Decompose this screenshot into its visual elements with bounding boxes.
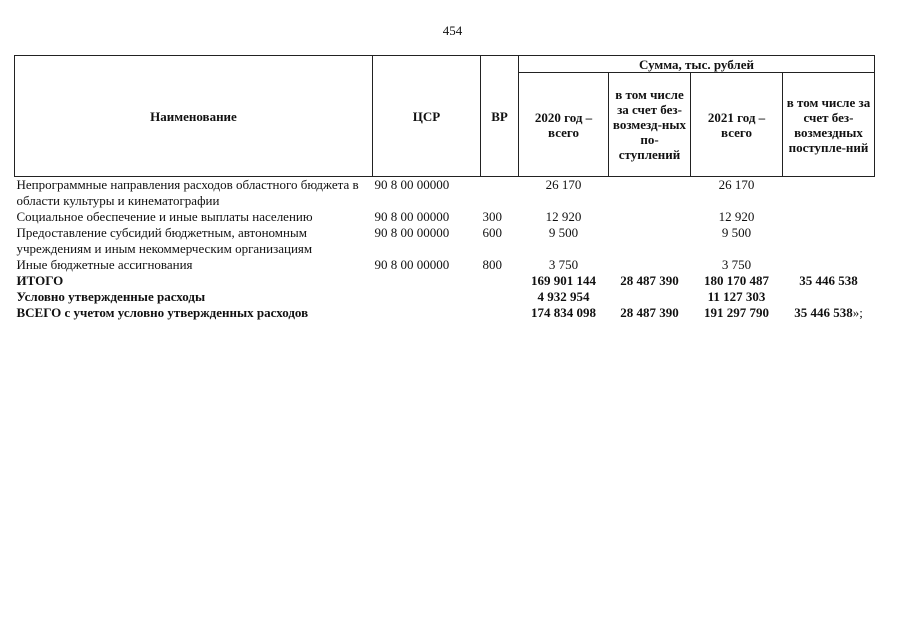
- row-2021-grants: [783, 225, 875, 257]
- table-row: [15, 177, 875, 210]
- total-2020-grants: 28 487 390: [620, 305, 679, 320]
- row-2020-grants: [609, 257, 691, 273]
- total-name: ВСЕГО с учетом условно утвержденных расходов: [16, 305, 309, 320]
- page-number: 454: [442, 23, 463, 38]
- col-header-csr: ЦСР: [373, 56, 481, 177]
- col-header-name: Наименование: [15, 56, 373, 177]
- total-row-grand: [15, 305, 875, 321]
- table-row: [15, 209, 875, 225]
- row-name: Социальное обеспечение и иные выплаты населению: [16, 209, 313, 224]
- total-2021-grants: 35 446 538: [799, 273, 858, 288]
- col-header-2020-grants: в том числе за счет без-возмезд-ных по-ступлений: [609, 73, 691, 177]
- row-name: Иные бюджетные ассигнования: [16, 257, 193, 272]
- col-header-2020-total: 2020 год – всего: [519, 73, 609, 177]
- row-vr: 800: [482, 257, 502, 272]
- row-csr: 90 8 00 00000: [374, 257, 450, 272]
- expenditure-table: [14, 55, 875, 321]
- total-2021-grants-cell: [783, 305, 875, 321]
- total-2021-total: 11 127 303: [707, 289, 766, 304]
- row-2021-grants: [783, 257, 875, 273]
- row-csr: 90 8 00 00000: [374, 177, 450, 192]
- total-2020-grants: [609, 289, 691, 305]
- total-row-itogo: [15, 273, 875, 289]
- total-2021-total: 180 170 487: [704, 273, 769, 288]
- closing-quote: »;: [852, 305, 863, 320]
- total-2020-total: 169 901 144: [531, 273, 596, 288]
- row-2021-total: 3 750: [721, 257, 752, 272]
- total-2021-total: 191 297 790: [704, 305, 769, 320]
- row-2021-total: 26 170: [718, 177, 755, 192]
- total-2020-grants: 28 487 390: [620, 273, 679, 288]
- row-vr: 600: [482, 225, 502, 240]
- col-header-sum-group: Сумма, тыс. рублей: [519, 56, 875, 73]
- row-vr: 300: [482, 209, 502, 224]
- row-2020-total: 26 170: [545, 177, 582, 192]
- total-2021-grants: [783, 289, 875, 305]
- row-2020-grants: [609, 225, 691, 257]
- row-2020-total: 12 920: [545, 209, 582, 224]
- row-2020-total: 9 500: [548, 225, 579, 240]
- table-row: [15, 225, 875, 257]
- row-2021-total: 12 920: [718, 209, 755, 224]
- total-2020-total: 4 932 954: [537, 289, 590, 304]
- row-2020-grants: [609, 177, 691, 210]
- col-header-2021-total: 2021 год – всего: [691, 73, 783, 177]
- total-name: ИТОГО: [16, 273, 64, 288]
- table-row: [15, 257, 875, 273]
- row-2021-total: 9 500: [721, 225, 752, 240]
- col-header-vr: ВР: [481, 56, 519, 177]
- total-2021-grants: 35 446 538: [794, 305, 853, 320]
- col-header-2021-grants: в том числе за счет без-возмездных поступле-ний: [783, 73, 875, 177]
- total-name: Условно утвержденные расходы: [16, 289, 206, 304]
- total-row-conditional: [15, 289, 875, 305]
- row-vr: [481, 177, 519, 210]
- row-2020-total: 3 750: [548, 257, 579, 272]
- row-2021-grants: [783, 177, 875, 210]
- row-name: Предоставление субсидий бюджетным, автономным учреждениям и иным некоммерческим организациям: [16, 225, 313, 256]
- row-csr: 90 8 00 00000: [374, 209, 450, 224]
- row-name: Непрограммные направления расходов областного бюджета в области культуры и кинематографии: [16, 177, 359, 208]
- row-2020-grants: [609, 209, 691, 225]
- row-csr: 90 8 00 00000: [374, 225, 450, 240]
- total-2020-total: 174 834 098: [531, 305, 596, 320]
- row-2021-grants: [783, 209, 875, 225]
